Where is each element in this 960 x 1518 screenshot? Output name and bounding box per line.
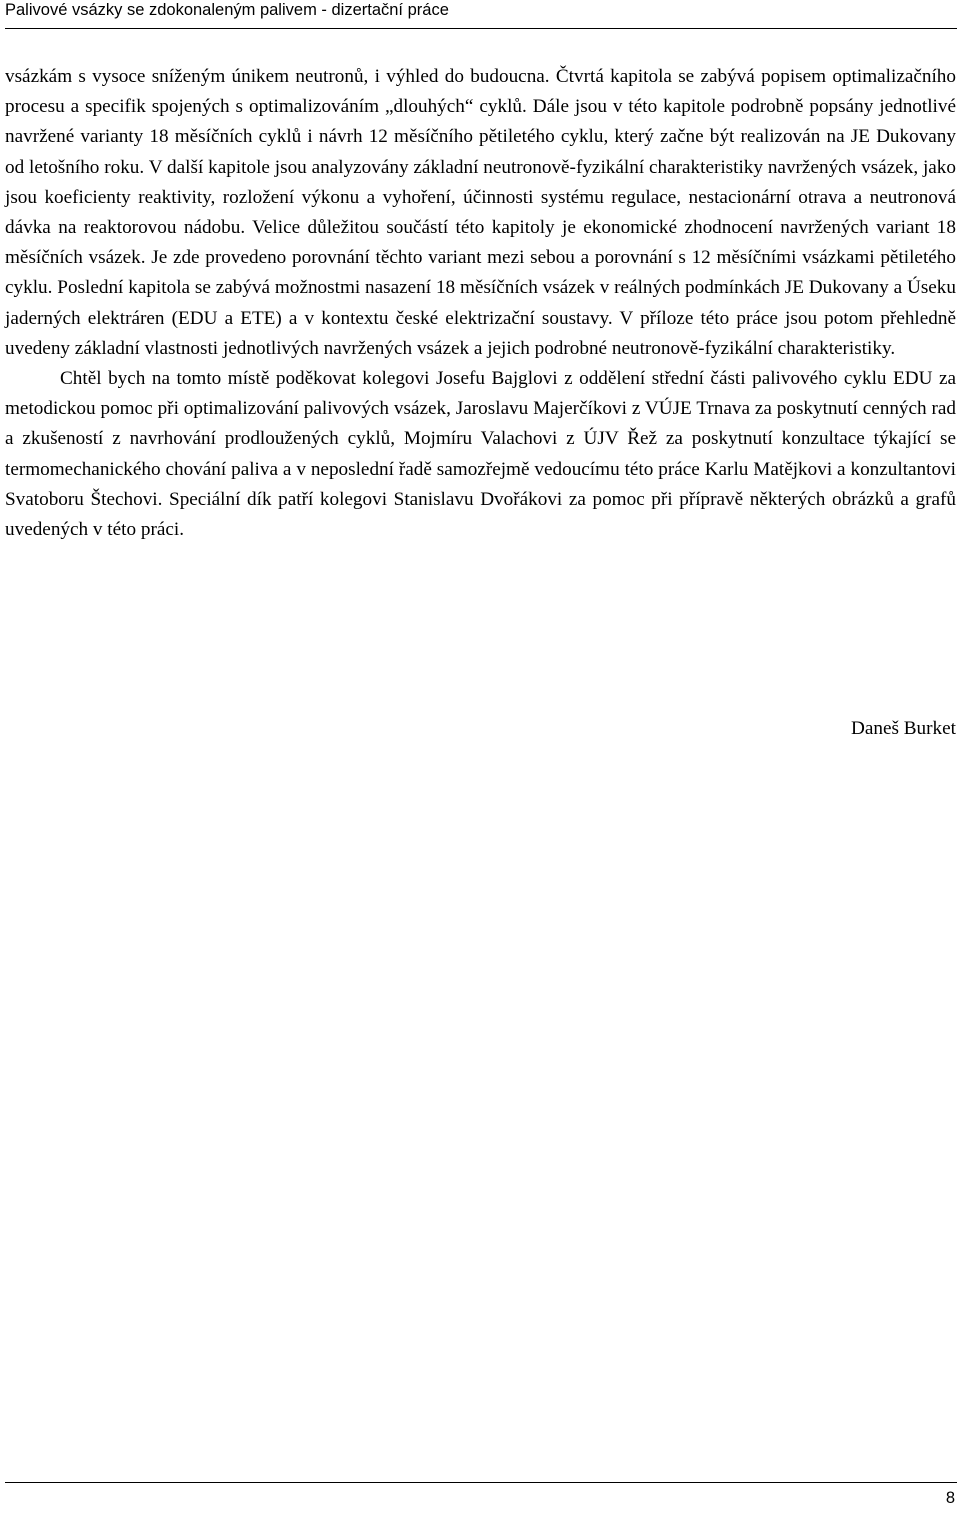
paragraph-acknowledgements: Chtěl bych na tomto místě poděkovat kolegovi Josefu Bajglovi z oddělení střední části palivového cyklu EDU za metodickou pomoc při optimalizování palivových vsázek, Jaroslavu Majerčíkovi z VÚJE Trnava za poskytnutí cenných rad a zkušeností z navrhování prodloužených cyklů, Mojmíru Valachovi z ÚJV Řež za poskytnutí konzultace týkající se termomechanického chování paliva a v neposlední řadě samozřejmě vedoucímu této práce Karlu Matějkovi a konzultantovi Svatoboru Štechovi. Speciální dík patří kolegovi Stanislavu Dvořákovi za pomoc při přípravě některých obrázků a grafů uvedených v této práci.	[5, 368, 956, 541]
paragraph-chapter-summary: vsázkám s vysoce sníženým únikem neutronů, i výhled do budoucna. Čtvrtá kapitola se zabývá popisem optimalizačního procesu a specifik spojených s optimalizováním „dlouhých“ cyklů. Dále jsou v této kapitole podrobně popsány jednotlivé navržené varianty 18 měsíčních cyklů i návrh 12 měsíčního pětiletého cyklu, který začne být realizován na JE Dukovany od letošního roku. V další kapitole jsou analyzovány základní neutronově-fyzikální charakteristiky navržených vsázek, jako jsou koeficienty reaktivity, rozložení výkonu a vyhoření, účinnosti systému regulace, nestacionární otrava a neutronová dávka na reaktorovou nádobu. Velice důležitou součástí této kapitoly je ekonomické zhodnocení navržených variant 18 měsíčních vsázek. Je zde provedeno porovnání těchto variant mezi sebou a porovnání s 12 měsíčními vsázkami pětiletého cyklu. Poslední kapitola se zabývá možnostmi nasazení 18 měsíčních vsázek v reálných podmínkách JE Dukovany a Úseku jaderných elektráren (EDU a ETE) a v kontextu české elektrizační soustavy. V příloze této práce jsou potom přehledně uvedeny základní vlastnosti jednotlivých navržených vsázek a jejich podrobné neutronově-fyzikální charakteristiky.	[5, 66, 956, 359]
document-title: Palivové vsázky se zdokonaleným palivem - dizertační práce	[5, 1, 449, 19]
page-number: 8	[945, 1489, 955, 1507]
page-footer	[5, 1482, 957, 1507]
author-signature: Daneš Burket	[851, 718, 956, 739]
page-header	[5, 0, 957, 29]
body-text	[5, 62, 956, 545]
